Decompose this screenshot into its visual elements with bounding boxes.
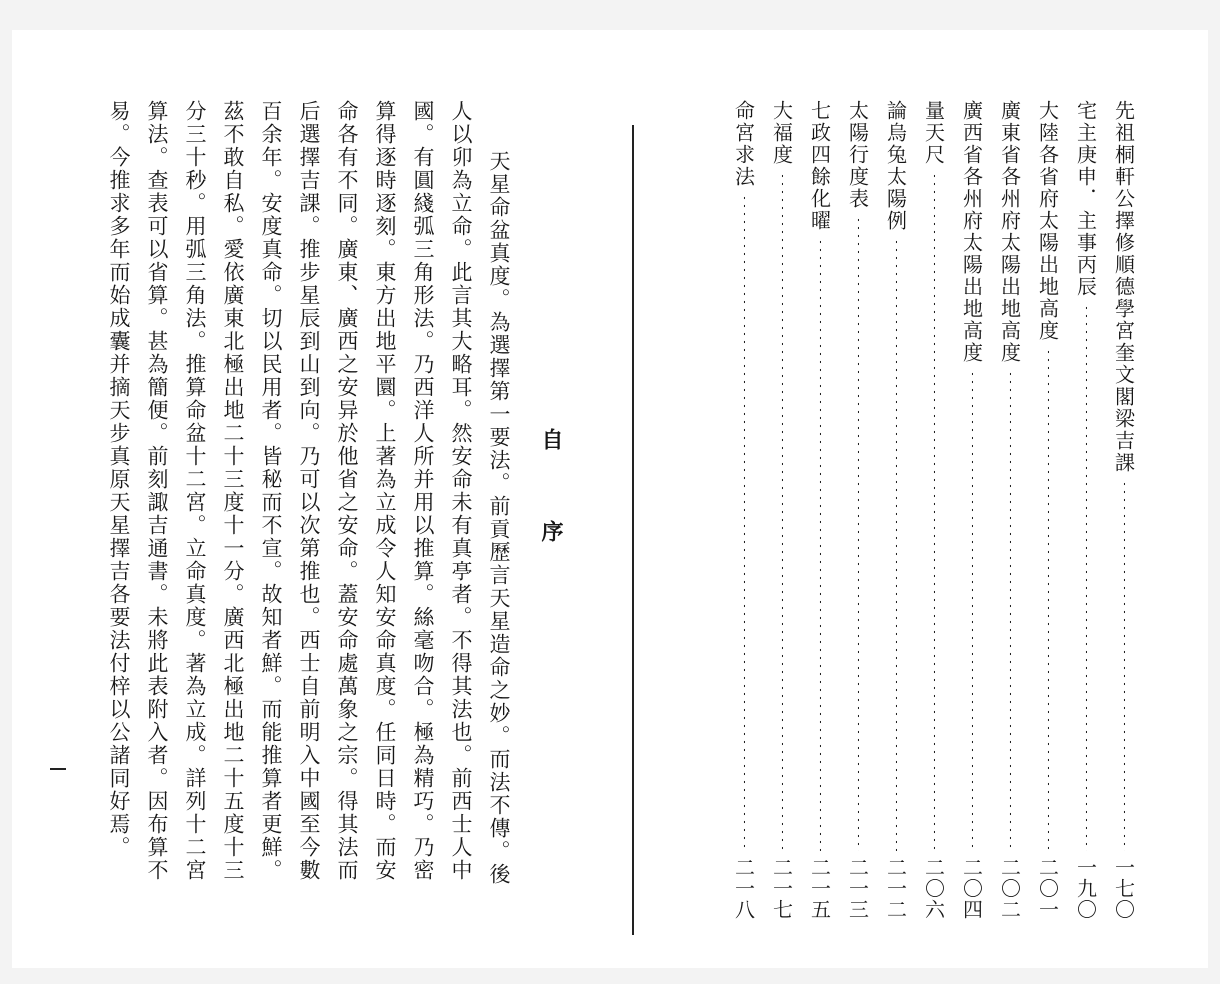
toc-leader-dots	[743, 194, 745, 851]
toc-entry-title: 太陽行度表	[845, 100, 870, 210]
toc-entry-page: 二〇六	[921, 857, 946, 920]
toc-entry-title: 大福度	[769, 100, 794, 166]
preface-column-1: 天星命盆真度。為選擇第一要法。前貢歷言天星造命之妙。而法不傳。後	[487, 150, 511, 886]
toc-entry-title: 廣西省各州府太陽出地高度	[959, 100, 984, 364]
toc-entry-page: 二〇一	[1035, 857, 1060, 920]
toc-leader-dots	[1085, 304, 1087, 851]
preface-column-9: 分三十秒。用弧三角法。推算命盆十二宮。立命真度。著為立成。詳列十二宮	[183, 100, 207, 882]
toc-entry-page: 二一五	[807, 857, 832, 920]
toc-leader-dots	[933, 172, 935, 851]
toc-entry-title: 大陸各省府太陽出地高度	[1035, 100, 1060, 342]
preface-heading-char-1: 自	[538, 428, 564, 452]
toc-leader-dots	[971, 370, 973, 851]
toc-leader-dots	[1009, 370, 1011, 851]
toc-leader-dots	[895, 238, 897, 851]
toc-entry	[1071, 100, 1101, 920]
toc-leader-dots	[857, 216, 859, 851]
toc-entry	[881, 100, 911, 920]
toc-entry-page: 二一二	[883, 857, 908, 920]
preface-heading-char-2: 序	[538, 520, 564, 544]
toc-entry-title: 先祖桐軒公擇修順德學宮奎文閣梁吉課	[1111, 100, 1136, 474]
toc-entry-title: 量天尺	[921, 100, 946, 166]
toc-entry-page: 二一三	[845, 857, 870, 920]
toc-entry-title: 命宮求法	[731, 100, 756, 188]
toc-entry-page: 一七〇	[1111, 857, 1136, 920]
preface-column-4: 算得逐時逐刻。東方出地平圜。上著為立成令人知安命真度。任同日時。而安	[373, 100, 397, 882]
toc-entry	[843, 100, 873, 920]
toc-entry	[805, 100, 835, 920]
toc-entry	[957, 100, 987, 920]
toc-entry	[1033, 100, 1063, 920]
toc-entry-page: 二一八	[731, 857, 756, 920]
book-spread	[12, 30, 1208, 968]
preface-column-7: 百余年。安度真命。切以民用者。皆秘而不宣。故知者鮮。而能推算者更鮮。	[259, 100, 283, 882]
preface-column-8: 茲不敢自私。愛依廣東北極出地二十三度十一分。廣西北極出地二十五度十三	[221, 100, 245, 882]
toc-entry-title: 廣東省各州府太陽出地高度	[997, 100, 1022, 364]
toc-entry	[995, 100, 1025, 920]
toc-entry-title: 七政四餘化曜	[807, 100, 832, 232]
toc-leader-dots	[1123, 480, 1125, 851]
preface-column-3: 國。有圓綫弧三角形法。乃西洋人所并用以推算。絲毫吻合。極為精巧。乃密	[411, 100, 435, 882]
toc-entry-page: 一九〇	[1073, 857, 1098, 920]
toc-entry-page: 二〇二	[997, 857, 1022, 920]
preface-column-5: 命各有不同。廣東、廣西之安异於他省之安命。蓋安命處萬象之宗。得其法而	[335, 100, 359, 882]
toc-entry-title: 宅主庚申．主事丙辰	[1073, 100, 1098, 298]
gutter-divider	[632, 125, 634, 935]
toc-entry-page: 二一七	[769, 857, 794, 920]
preface-column-2: 人以卯為立命。此言其大略耳。然安命未有真𠅘者。不得其法也。前西士人中	[449, 100, 473, 882]
preface-column-11: 易。今推求多年而始成囊并摘天步真原天星擇吉各要法付梓以公諸同好焉。	[107, 100, 131, 859]
toc-entry-page: 二〇四	[959, 857, 984, 920]
toc-leader-dots	[819, 238, 821, 851]
toc-entry	[767, 100, 797, 920]
toc-leader-dots	[781, 172, 783, 851]
toc-leader-dots	[1047, 348, 1049, 851]
toc-entry-title: 論烏兔太陽例	[883, 100, 908, 232]
toc-entry	[1109, 100, 1139, 920]
preface-column-10: 算法。查表可以省算。甚為簡便。前刻諏吉通書。未將此表附入者。因布算不	[145, 100, 169, 882]
page-number-mark	[50, 768, 66, 770]
preface-column-6: 后選擇吉課。推步星辰到山到向。乃可以次第推也。西士自前明入中國至今數	[297, 100, 321, 882]
toc-entry	[729, 100, 759, 920]
toc-entry	[919, 100, 949, 920]
